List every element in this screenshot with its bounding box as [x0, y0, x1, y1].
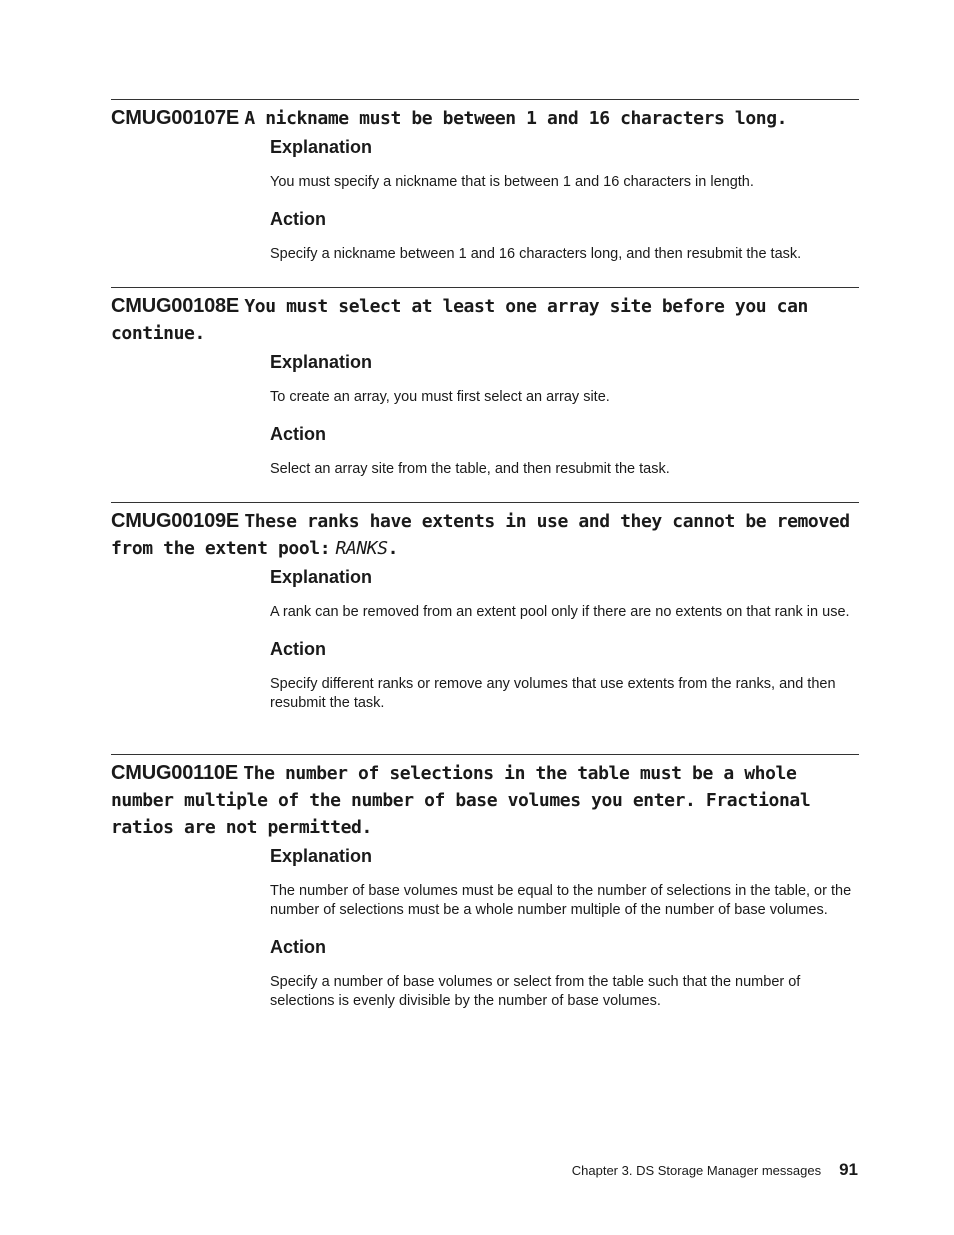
explanation-text: You must specify a nickname that is between 1 and 16 characters in length.	[270, 174, 754, 190]
message-heading	[111, 503, 859, 562]
message-id: CMUG00107E	[111, 107, 240, 129]
explanation-section	[270, 347, 860, 419]
message-cmug00108e	[111, 287, 859, 491]
message-id: CMUG00110E	[111, 762, 238, 784]
explanation-section	[270, 562, 860, 634]
action-heading: Action	[270, 937, 326, 957]
explanation-heading: Explanation	[270, 137, 373, 157]
message-heading	[111, 288, 859, 347]
action-section	[270, 932, 860, 1023]
explanation-text: The number of base volumes must be equal to the number of selections in the table, or the number of selections must be a whole number multiple of the number of base volumes.	[270, 883, 852, 918]
message-heading	[111, 755, 859, 841]
action-heading: Action	[270, 424, 326, 444]
message-text: These ranks have extents in use and they cannot be removed from the extent pool:	[111, 511, 850, 559]
page-footer	[572, 1160, 858, 1180]
explanation-section	[270, 132, 860, 204]
explanation-heading: Explanation	[270, 567, 373, 587]
message-id: CMUG00108E	[111, 295, 240, 317]
message-text: You must select at least one array site before you can continue.	[111, 296, 808, 344]
action-text: Specify a nickname between 1 and 16 characters long, and then resubmit the task.	[270, 246, 802, 262]
action-section	[270, 419, 860, 491]
action-heading: Action	[270, 639, 326, 659]
action-heading: Action	[270, 209, 326, 229]
action-section	[270, 204, 860, 276]
footer-page-number: 91	[839, 1160, 858, 1179]
action-text: Specify a number of base volumes or select from the table such that the number of selections is evenly divisible by the number of base volumes.	[270, 974, 801, 1009]
message-heading	[111, 100, 859, 132]
message-suffix: .	[387, 538, 399, 559]
explanation-text: To create an array, you must first select an array site.	[270, 389, 610, 405]
action-text: Specify different ranks or remove any volumes that use extents from the ranks, and then resubmit the task.	[270, 676, 836, 711]
message-cmug00107e	[111, 99, 859, 276]
message-cmug00109e	[111, 502, 859, 725]
message-text: The number of selections in the table must be a whole number multiple of the number of base volumes you enter. Fractional ratios are not permitted.	[111, 763, 811, 838]
footer-chapter-title: Chapter 3. DS Storage Manager messages	[571, 1163, 822, 1178]
action-section	[270, 634, 860, 725]
message-id: CMUG00109E	[111, 510, 240, 532]
explanation-heading: Explanation	[270, 846, 373, 866]
message-cmug00110e	[111, 754, 859, 1023]
explanation-heading: Explanation	[270, 352, 373, 372]
action-text: Select an array site from the table, and then resubmit the task.	[270, 461, 670, 477]
message-variable: RANKS	[335, 538, 388, 559]
explanation-text: A rank can be removed from an extent pool only if there are no extents on that rank in use.	[270, 604, 850, 620]
explanation-section	[270, 841, 860, 932]
message-text: A nickname must be between 1 and 16 characters long.	[244, 108, 788, 129]
